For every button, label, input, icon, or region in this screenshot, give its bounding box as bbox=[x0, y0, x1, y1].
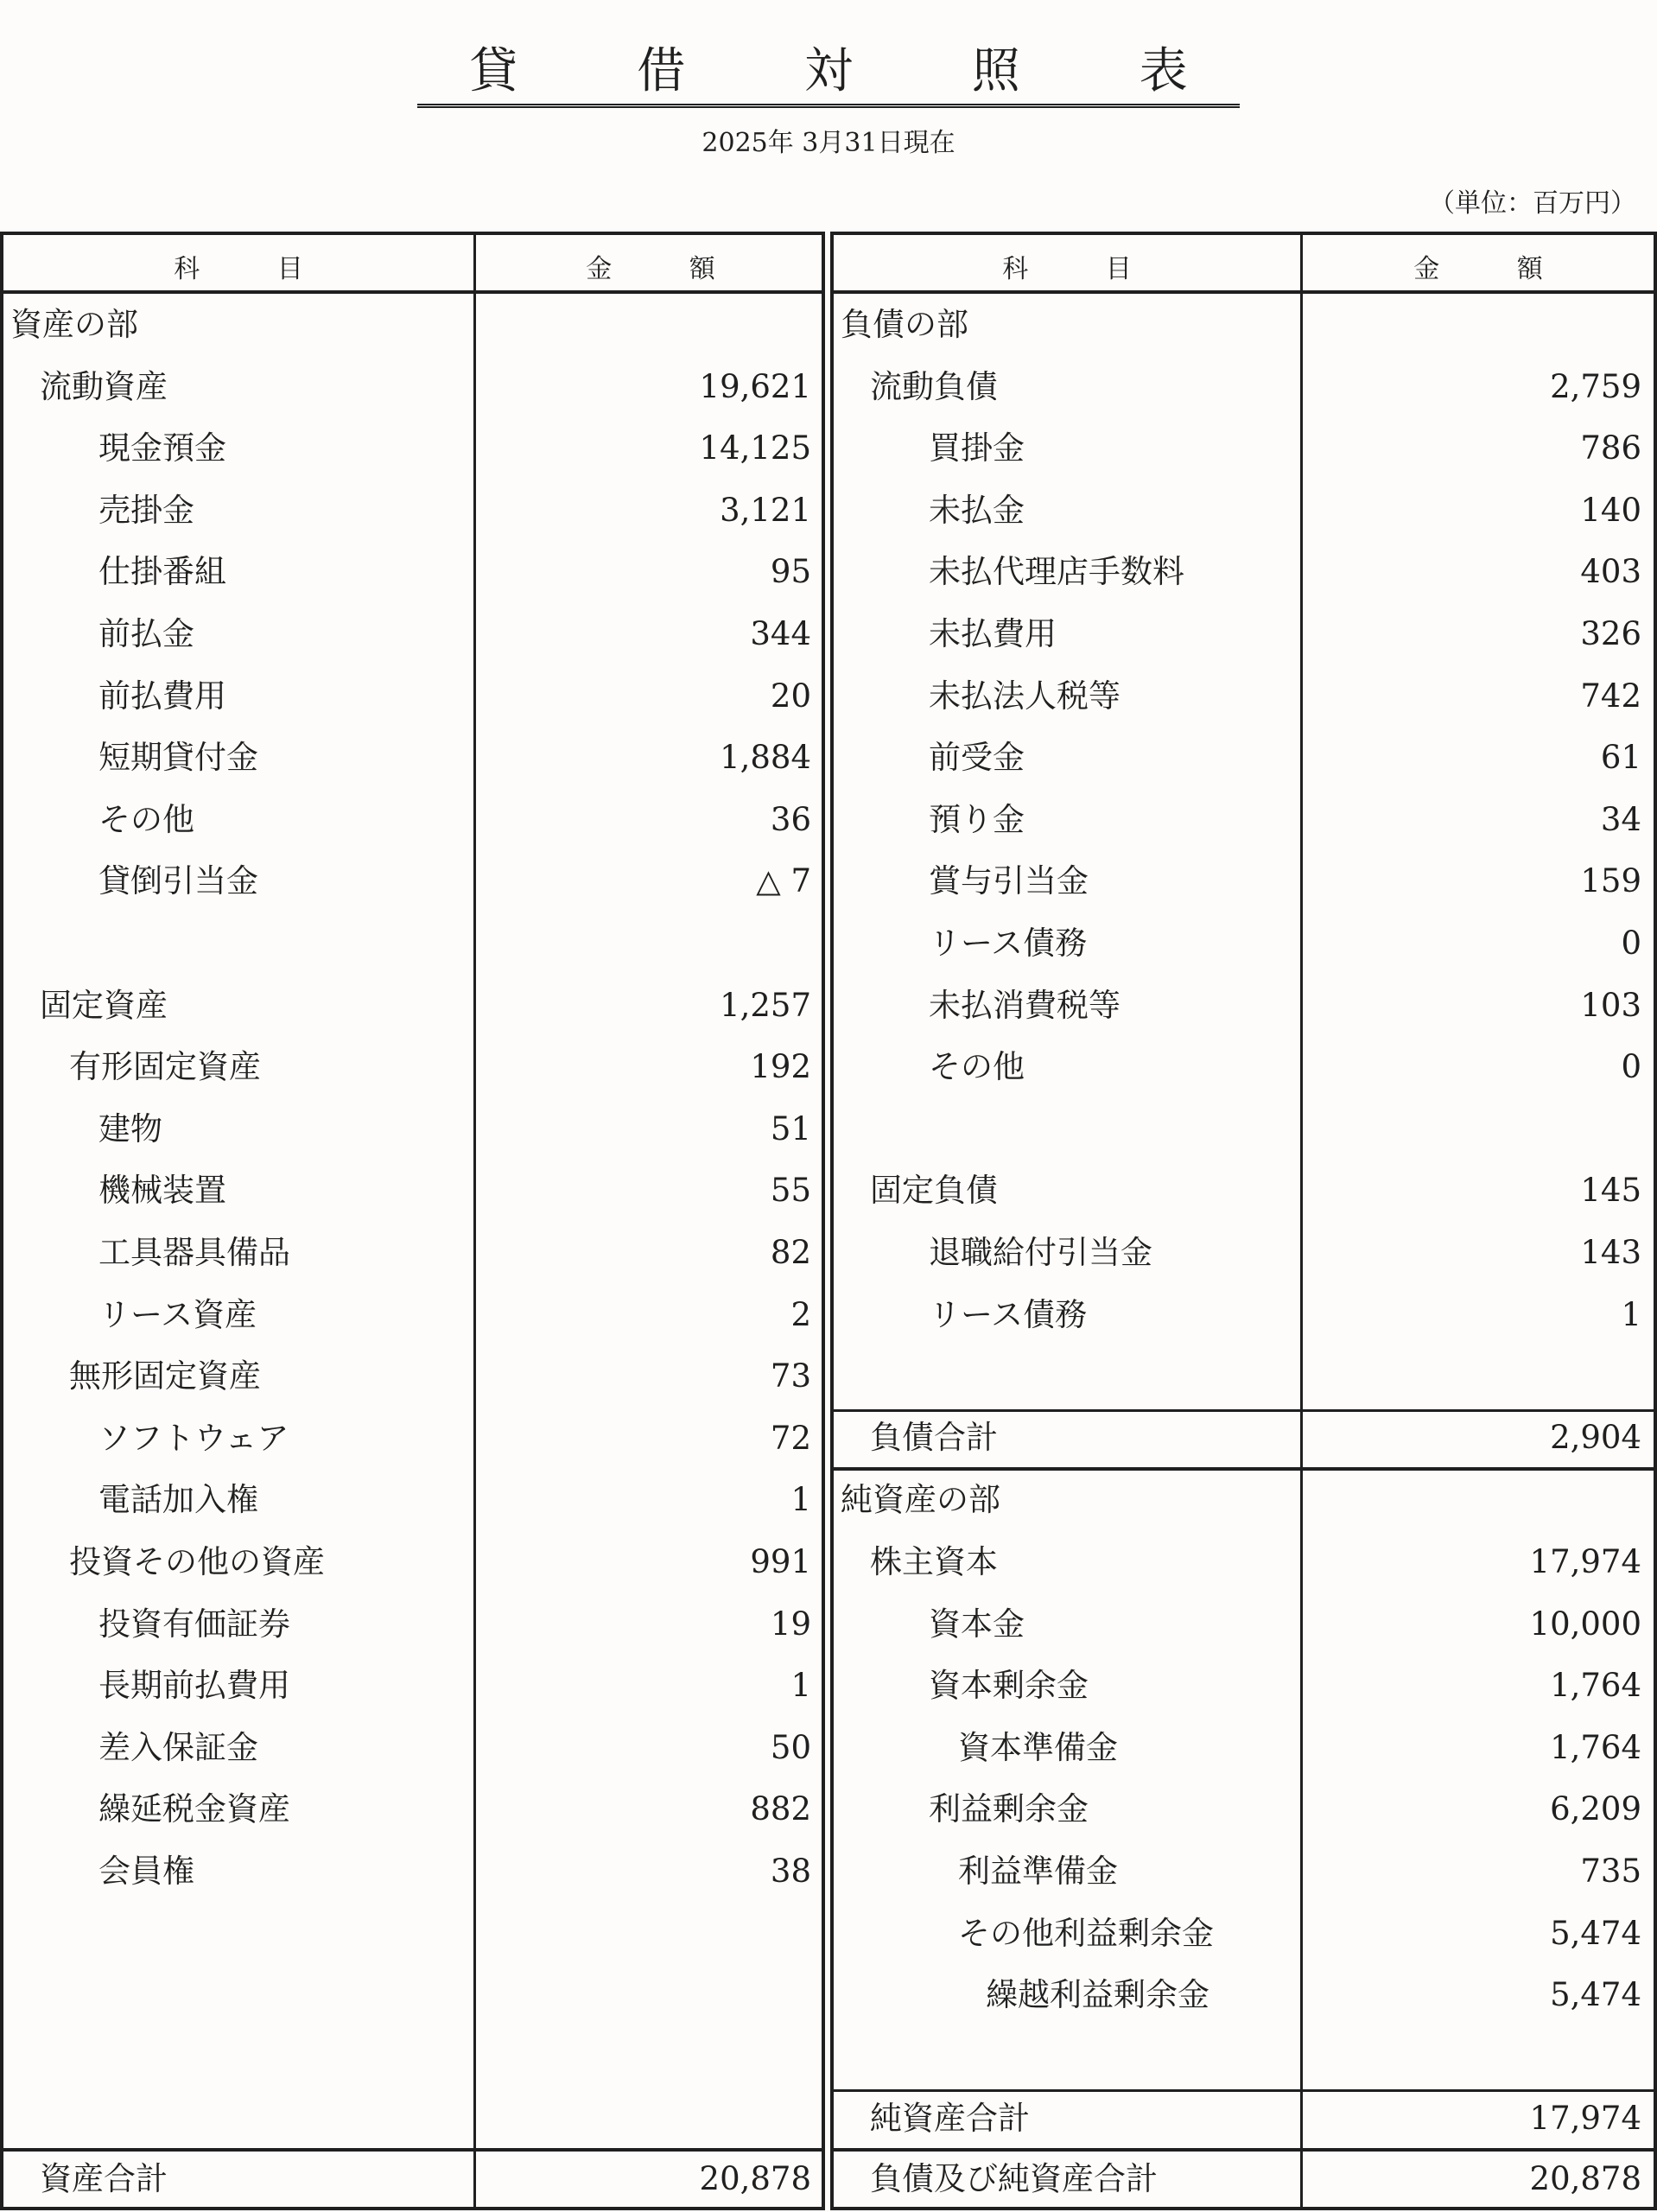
table-row bbox=[3, 665, 822, 728]
row-label: 退職給付引当金 bbox=[929, 1234, 1152, 1271]
table-row bbox=[3, 850, 822, 912]
row-label: 預り金 bbox=[929, 800, 1025, 838]
row-amount: 20,878 bbox=[699, 2160, 811, 2197]
table-row bbox=[3, 294, 822, 356]
table-row bbox=[3, 1469, 822, 1531]
assets-total-row bbox=[3, 2148, 822, 2210]
table-row bbox=[834, 294, 1654, 356]
row-label: その他利益剰余金 bbox=[958, 1914, 1214, 1952]
row-amount: 38 bbox=[770, 1853, 811, 1890]
row-amount: 103 bbox=[1580, 986, 1641, 1024]
table-row bbox=[3, 727, 822, 789]
row-label: 未払消費税等 bbox=[929, 986, 1121, 1024]
row-amount: 1,764 bbox=[1550, 1728, 1641, 1766]
row-amount: 2 bbox=[790, 1295, 811, 1333]
row-amount: 5,474 bbox=[1550, 1976, 1641, 2014]
row-label: 純資産合計 bbox=[870, 2100, 1030, 2137]
table-row bbox=[3, 1284, 822, 1346]
table-row bbox=[3, 1778, 822, 1840]
table-row bbox=[834, 1469, 1654, 1531]
row-amount: 6,209 bbox=[1550, 1790, 1641, 1828]
table-row bbox=[834, 1222, 1654, 1284]
row-amount: 10,000 bbox=[1529, 1605, 1641, 1643]
row-label: 資産合計 bbox=[40, 2160, 168, 2197]
document-title: 貸 借 対 照 表 bbox=[0, 41, 1657, 108]
table-row bbox=[3, 1531, 822, 1593]
liabilities-header bbox=[834, 235, 1654, 294]
row-amount: 1 bbox=[790, 1481, 811, 1519]
row-amount: 140 bbox=[1580, 491, 1641, 529]
table-row bbox=[3, 975, 822, 1037]
row-amount: 73 bbox=[770, 1357, 811, 1395]
as-of-date: 2025年 3月31日現在 bbox=[702, 128, 955, 158]
row-amount: 17,974 bbox=[1529, 1543, 1641, 1580]
assets-column bbox=[0, 232, 825, 2210]
row-amount: 403 bbox=[1580, 553, 1641, 591]
row-label: 純資産の部 bbox=[841, 1481, 1000, 1519]
row-label: 負債合計 bbox=[870, 1419, 998, 1456]
table-row bbox=[834, 541, 1654, 603]
table-row bbox=[3, 1840, 822, 1903]
unit-note: （単位：百万円） bbox=[1429, 188, 1636, 219]
row-amount: 34 bbox=[1600, 800, 1641, 838]
row-label: 前払費用 bbox=[98, 677, 226, 715]
row-label: 未払金 bbox=[929, 491, 1025, 529]
table-row bbox=[834, 1098, 1654, 1160]
table-row bbox=[3, 1222, 822, 1284]
row-amount: 55 bbox=[770, 1172, 811, 1210]
table-row bbox=[834, 1160, 1654, 1222]
table-row bbox=[3, 1408, 822, 1470]
table-row bbox=[834, 603, 1654, 665]
row-label: 長期前払費用 bbox=[98, 1667, 290, 1705]
row-amount: 1 bbox=[790, 1667, 811, 1705]
table-row bbox=[3, 417, 822, 480]
row-amount: 742 bbox=[1580, 677, 1641, 715]
row-amount: 20,878 bbox=[1529, 2160, 1641, 2197]
row-amount: 735 bbox=[1580, 1853, 1641, 1890]
table-row bbox=[834, 480, 1654, 542]
table-row bbox=[834, 1903, 1654, 1965]
table-row bbox=[834, 1531, 1654, 1593]
row-amount: 882 bbox=[750, 1790, 811, 1828]
table-row bbox=[3, 480, 822, 542]
row-amount: 0 bbox=[1621, 925, 1641, 962]
table-row bbox=[3, 541, 822, 603]
row-label: 負債及び純資産合計 bbox=[870, 2160, 1158, 2197]
table-row bbox=[834, 975, 1654, 1037]
table-row bbox=[834, 1036, 1654, 1098]
table-row bbox=[834, 1655, 1654, 1717]
row-amount: 145 bbox=[1580, 1172, 1641, 1210]
table-row bbox=[3, 1717, 822, 1779]
row-label: その他 bbox=[98, 800, 194, 838]
row-label: 資本準備金 bbox=[958, 1728, 1118, 1766]
row-label: 賞与引当金 bbox=[929, 862, 1089, 900]
row-label: 売掛金 bbox=[98, 491, 194, 529]
row-amount: 1,764 bbox=[1550, 1667, 1641, 1705]
table-row bbox=[834, 1840, 1654, 1903]
table-row bbox=[834, 1593, 1654, 1656]
table-row bbox=[834, 912, 1654, 975]
table-row bbox=[834, 1284, 1654, 1346]
row-amount: 5,474 bbox=[1550, 1914, 1641, 1952]
row-label: 負債の部 bbox=[841, 306, 968, 343]
row-label: 建物 bbox=[98, 1109, 162, 1147]
row-amount: 1,257 bbox=[720, 986, 811, 1024]
row-label: 電話加入権 bbox=[98, 1481, 258, 1519]
table-row bbox=[3, 912, 822, 975]
row-label: 利益剰余金 bbox=[929, 1790, 1089, 1828]
table-row bbox=[834, 1778, 1654, 1840]
table-row bbox=[3, 356, 822, 418]
row-amount: 72 bbox=[770, 1419, 811, 1457]
row-label: 投資有価証券 bbox=[98, 1605, 290, 1643]
row-label: その他 bbox=[929, 1048, 1025, 1086]
table-row bbox=[834, 356, 1654, 418]
row-amount: 20 bbox=[770, 677, 811, 715]
table-row bbox=[3, 1160, 822, 1222]
row-amount: 344 bbox=[750, 615, 811, 652]
table-row bbox=[3, 1098, 822, 1160]
row-amount: 50 bbox=[770, 1728, 811, 1766]
row-label: 現金預金 bbox=[98, 429, 226, 467]
row-amount: 991 bbox=[750, 1543, 811, 1580]
row-label: 仕掛番組 bbox=[98, 553, 226, 591]
header-item: 科 目 bbox=[174, 254, 338, 284]
table-row bbox=[3, 1345, 822, 1408]
row-label: 投資その他の資産 bbox=[69, 1543, 325, 1580]
row-amount: 14,125 bbox=[699, 429, 811, 467]
row-label: 差入保証金 bbox=[98, 1728, 258, 1766]
header-amount: 金 額 bbox=[586, 254, 750, 284]
table-row bbox=[834, 665, 1654, 728]
row-label: 繰越利益剰余金 bbox=[986, 1976, 1209, 2014]
row-label: 前受金 bbox=[929, 739, 1025, 777]
row-label: 無形固定資産 bbox=[69, 1357, 261, 1395]
row-amount: 36 bbox=[770, 800, 811, 838]
row-label: 工具器具備品 bbox=[98, 1234, 290, 1271]
balance-sheet bbox=[0, 232, 1657, 2210]
row-label: 繰延税金資産 bbox=[98, 1790, 290, 1828]
row-amount: 143 bbox=[1580, 1234, 1641, 1271]
row-label: 資産の部 bbox=[10, 306, 138, 343]
row-label: 固定資産 bbox=[40, 986, 168, 1024]
row-amount: 3,121 bbox=[720, 491, 811, 529]
table-row bbox=[834, 1717, 1654, 1779]
row-label: リース資産 bbox=[98, 1295, 257, 1333]
header-item: 科 目 bbox=[1002, 254, 1166, 284]
table-row bbox=[834, 850, 1654, 912]
table-row bbox=[3, 603, 822, 665]
row-amount: 95 bbox=[770, 553, 811, 591]
row-amount: 1,884 bbox=[720, 739, 811, 777]
row-label: 短期貸付金 bbox=[98, 739, 258, 777]
row-label: 固定負債 bbox=[870, 1172, 998, 1210]
row-label: 資本剰余金 bbox=[929, 1667, 1089, 1705]
net-assets-total-row bbox=[834, 2089, 1654, 2148]
row-amount: 61 bbox=[1600, 739, 1641, 777]
assets-header bbox=[3, 235, 822, 294]
row-amount: 0 bbox=[1621, 1048, 1641, 1086]
table-row bbox=[834, 789, 1654, 851]
row-label: リース債務 bbox=[929, 925, 1088, 962]
row-label: 貸倒引当金 bbox=[98, 862, 258, 900]
row-label: 買掛金 bbox=[929, 429, 1025, 467]
row-label: 未払法人税等 bbox=[929, 677, 1121, 715]
row-label: 資本金 bbox=[929, 1605, 1025, 1643]
row-amount: 786 bbox=[1580, 429, 1641, 467]
row-amount: 51 bbox=[770, 1109, 811, 1147]
row-amount: 2,759 bbox=[1550, 367, 1641, 405]
table-row bbox=[834, 1964, 1654, 2026]
row-label: 有形固定資産 bbox=[69, 1048, 261, 1086]
row-amount: 192 bbox=[750, 1048, 811, 1086]
table-row bbox=[3, 789, 822, 851]
row-label: 利益準備金 bbox=[958, 1853, 1118, 1890]
row-label: 株主資本 bbox=[870, 1543, 998, 1580]
row-label: リース債務 bbox=[929, 1295, 1088, 1333]
row-amount: 19,621 bbox=[699, 367, 811, 405]
row-label: 流動負債 bbox=[870, 367, 998, 405]
row-amount: △ 7 bbox=[756, 862, 811, 900]
table-row bbox=[3, 1036, 822, 1098]
row-amount: 2,904 bbox=[1550, 1419, 1641, 1456]
grand-total-row bbox=[834, 2148, 1654, 2210]
row-amount: 17,974 bbox=[1529, 2100, 1641, 2137]
table-row bbox=[3, 1593, 822, 1656]
row-label: 機械装置 bbox=[98, 1172, 226, 1210]
liabilities-total-row bbox=[834, 1408, 1654, 1467]
row-label: 未払費用 bbox=[929, 615, 1057, 652]
table-row bbox=[834, 417, 1654, 480]
row-label: 前払金 bbox=[98, 615, 194, 652]
row-amount: 159 bbox=[1580, 862, 1641, 900]
table-row bbox=[834, 727, 1654, 789]
row-label: 会員権 bbox=[98, 1853, 194, 1890]
row-amount: 1 bbox=[1621, 1295, 1641, 1333]
row-amount: 326 bbox=[1580, 615, 1641, 652]
liabilities-column bbox=[830, 232, 1657, 2210]
row-label: ソフトウェア bbox=[98, 1419, 289, 1457]
row-amount: 19 bbox=[770, 1605, 811, 1643]
row-label: 未払代理店手数料 bbox=[929, 553, 1184, 591]
row-label: 流動資産 bbox=[40, 367, 168, 405]
header-amount: 金 額 bbox=[1413, 254, 1578, 284]
row-amount: 82 bbox=[770, 1234, 811, 1271]
table-row bbox=[3, 1655, 822, 1717]
